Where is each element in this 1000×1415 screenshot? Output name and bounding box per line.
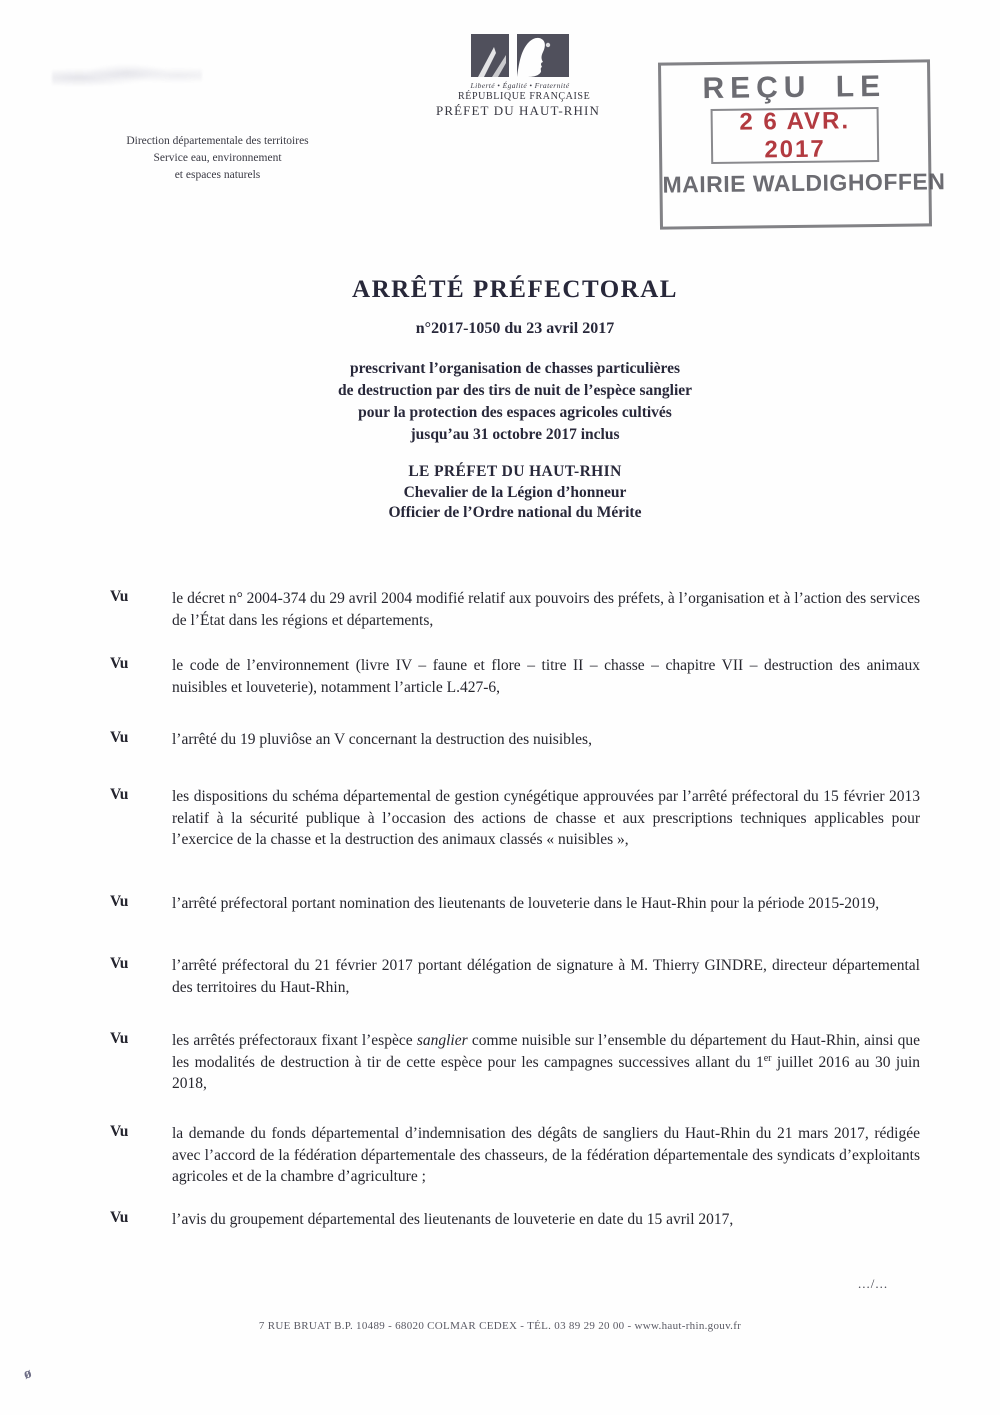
marianne-logo-icon: [468, 33, 572, 79]
vu-text: le décret n° 2004-374 du 29 avril 2004 modifié relatif aux pouvoirs des préfets, à l’organisation et à l’action des services de l’État dans les régions et départements,: [172, 590, 920, 629]
vu-text: le code de l’environnement (livre IV – faune et flore – titre II – chasse – chapitre VII – destruction des animaux nuisibles et louveterie), notamment l’article L.427-6,: [172, 657, 920, 696]
authority-line-3: Officier de l’Ordre national du Mérite: [388, 504, 642, 521]
vu7-italic-word: sanglier: [416, 1032, 468, 1049]
prefet-du-haut-rhin-label: PRÉFET DU HAUT-RHIN: [436, 103, 600, 118]
vu-item-4: [110, 786, 920, 851]
republique-francaise-logo: [458, 33, 591, 102]
vu7-segment-pre: les arrêtés préfectoraux fixant l’espèce: [172, 1032, 417, 1049]
document-title: ARRÊTÉ PRÉFECTORAL: [352, 276, 678, 303]
stamp-mairie-label: MAIRIE WALDIGHOFFEN: [662, 168, 946, 198]
footer-address: 7 RUE BRUAT B.P. 10489 - 68020 COLMAR CEDEX - TÉL. 03 89 29 20 00 - www.haut-rhin.gouv.fr: [258, 1320, 742, 1332]
vu-item-9: [110, 1209, 920, 1231]
vu-item-8: [110, 1123, 920, 1188]
vu-text: l’avis du groupement départemental des lieutenants de louveterie en date du 15 avril 2017,: [172, 1211, 734, 1228]
subtitle-line-3: pour la protection des espaces agricoles cultivés: [358, 404, 672, 421]
vu-text: l’arrêté préfectoral portant nomination des lieutenants de louveterie dans le Haut-Rhin pour la période 2015-2019,: [172, 895, 880, 912]
vu-text: la demande du fonds départemental d’indemnisation des dégâts de sangliers du Haut-Rhin du 21 mars 2017, rédigée avec l’accord de la fédération départementale des chasseurs, de la fédération départementale des syndicats d’exploitants agricoles et de la chambre d’agriculture ;: [172, 1125, 920, 1185]
vu-text: l’arrêté préfectoral du 21 février 2017 portant délégation de signature à M. Thierry GINDRE, directeur départemental des territoires du Haut-Rhin,: [172, 957, 920, 996]
vu-label: Vu: [110, 893, 129, 910]
authority-line-1: LE PRÉFET DU HAUT-RHIN: [408, 463, 622, 480]
subtitle-line-2: de destruction par des tirs de nuit de l’espèce sanglier: [337, 382, 693, 399]
vu-label: Vu: [110, 1209, 129, 1226]
direction-line-2: Service eau, environnement: [153, 152, 282, 164]
vu-item-3: [110, 729, 920, 751]
page-continuation-mark: .../...: [858, 1276, 889, 1291]
vu7-superscript: er: [763, 1052, 772, 1064]
vu-text: [172, 1030, 920, 1095]
vu7-segment-post: juillet 2016 au 30 juin 2018,: [172, 1053, 920, 1092]
authority-line-2: Chevalier de la Légion d’honneur: [403, 483, 627, 501]
document-subtitle: [15, 358, 1000, 446]
vu7-segment-mid: comme nuisible sur l’ensemble du département du Haut-Rhin, ainsi que les modalités de destruction à tir de cette espèce pour les campagnes successives allant du 1: [172, 1032, 920, 1071]
logo-motto: Liberté • Égalité • Fraternité: [470, 81, 570, 90]
vu-label: Vu: [110, 655, 129, 672]
subtitle-line-4: jusqu’au 31 octobre 2017 inclus: [410, 426, 620, 443]
vu-label: Vu: [110, 955, 129, 972]
vu-item-7: [110, 1030, 920, 1095]
logo-republic-label: RÉPUBLIQUE FRANÇAISE: [458, 91, 591, 102]
reception-stamp: [658, 59, 946, 229]
direction-line-1: Direction départementale des territoires: [126, 135, 309, 147]
vu-item-6: [110, 955, 920, 998]
authority-block: [15, 462, 1000, 524]
vu-label: Vu: [110, 1030, 129, 1047]
stamp-date: 2 6 AVR. 2017: [739, 106, 851, 163]
document-number: n°2017-1050 du 23 avril 2017: [415, 320, 615, 337]
vu-label: Vu: [110, 588, 129, 605]
pencil-smudge: [52, 62, 202, 86]
vu-text: l’arrêté du 19 pluviôse an V concernant la destruction des nuisibles,: [172, 731, 592, 748]
vu-label: Vu: [110, 729, 129, 746]
vu-label: Vu: [110, 1123, 129, 1140]
direction-block: [90, 133, 345, 184]
vu-item-1: [110, 588, 920, 631]
vu-item-2: [110, 655, 920, 698]
subtitle-line-1: prescrivant l’organisation de chasses particulières: [349, 360, 681, 377]
vu-item-5: [110, 893, 920, 915]
vu-text: les dispositions du schéma départemental de gestion cynégétique approuvées par l’arrêté préfectoral du 15 février 2013 relatif à la sécurité publique à l’occasion des actions de chasse et aux prescriptions techniques applicables pour l’exercice de la chasse et la destruction des animaux classés « nuisibles »,: [172, 788, 920, 848]
stamp-recu-le-label: REÇU LE: [702, 69, 887, 106]
vu-label: Vu: [110, 786, 129, 803]
handwritten-mark-icon: ø: [22, 1365, 34, 1383]
stamp-date-box: [711, 107, 880, 164]
direction-line-3: et espaces naturels: [174, 169, 261, 181]
